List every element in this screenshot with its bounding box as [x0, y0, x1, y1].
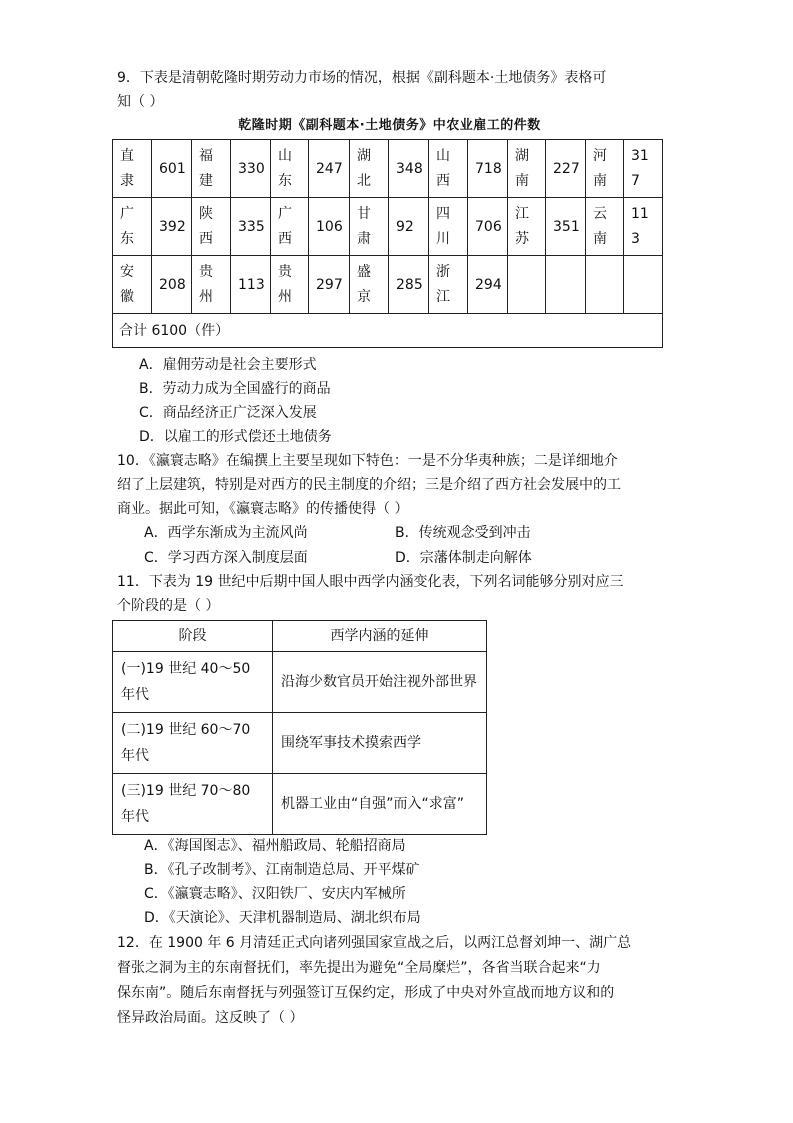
table-row	[113, 713, 487, 774]
q11-stem	[117, 570, 677, 618]
q10-option-b[interactable]: B．传统观念受到冲击	[395, 525, 531, 541]
q11-xixue-table	[112, 620, 487, 835]
q11-header-content: 西学内涵的延伸	[273, 621, 487, 652]
count-cell: 297	[309, 256, 350, 314]
province-cell: 陕西	[192, 198, 231, 256]
count-cell: 247	[309, 140, 350, 198]
q12-stem-line4: 怪异政治局面。这反映了（ ）	[117, 1010, 304, 1026]
table-row	[113, 774, 487, 835]
q11-stage-cell: (一)19 世纪 40～50 年代	[113, 652, 273, 713]
count-cell: 718	[468, 140, 508, 198]
table-row	[113, 256, 663, 314]
q10-option-a[interactable]: A．西学东渐成为主流风尚	[144, 525, 308, 541]
province-cell: 甘肃	[350, 198, 389, 256]
province-cell: 贵州	[192, 256, 231, 314]
count-cell: 317	[624, 140, 663, 198]
province-cell: 广西	[271, 198, 309, 256]
q11-option-a[interactable]: A．《海国图志》、福州船政局、轮船招商局	[144, 838, 406, 854]
q10-stem-line3: 商业。据此可知，《瀛寰志略》的传播使得（ ）	[117, 501, 409, 517]
province-cell: 湖南	[508, 140, 546, 198]
province-cell: 山西	[429, 140, 468, 198]
q10-stem	[117, 449, 677, 521]
count-cell: 113	[624, 198, 663, 256]
count-cell: 392	[152, 198, 192, 256]
table-row	[113, 198, 663, 256]
q11-option-c[interactable]: C．《瀛寰志略》、汉阳铁厂、安庆内军械所	[144, 886, 406, 902]
count-cell: 348	[389, 140, 429, 198]
q10-stem-line1: 10．《瀛寰志略》在编撰上主要呈现如下特色：一是不分华夷种族；二是详细地介	[117, 453, 618, 469]
count-cell: 335	[231, 198, 271, 256]
q11-stage-cell: (三)19 世纪 70～80 年代	[113, 774, 273, 835]
table-row	[113, 652, 487, 713]
q12-stem-line3: 保东南”。随后东南督抚与列强签订互保约定，形成了中央对外宣战而地方议和的	[117, 985, 615, 1001]
q9-option-a[interactable]: A．雇佣劳动是社会主要形式	[139, 357, 317, 373]
count-cell: 92	[389, 198, 429, 256]
count-cell: 294	[468, 256, 508, 314]
q11-stage-cell: (二)19 世纪 60～70 年代	[113, 713, 273, 774]
q10-option-d[interactable]: D．宗藩体制走向解体	[395, 550, 532, 566]
province-cell: 贵州	[271, 256, 309, 314]
q9-stem-line1: 9．下表是清朝乾隆时期劳动力市场的情况，根据《副科题本·土地债务》表格可	[117, 70, 607, 86]
q9-stem	[117, 66, 677, 114]
q10-stem-line2: 绍了上层建筑，特别是对西方的民主制度的介绍；三是介绍了西方社会发展中的工	[117, 477, 621, 493]
count-cell: 285	[389, 256, 429, 314]
q12-stem	[117, 931, 677, 1031]
q9-table-caption: 乾隆时期《副科题本·土地债务》中农业雇工的件数	[238, 118, 541, 133]
q11-option-d[interactable]: D．《天演论》、天津机器制造局、湖北织布局	[144, 910, 421, 926]
q10-option-c[interactable]: C．学习西方深入制度层面	[144, 550, 308, 566]
count-cell: 351	[546, 198, 586, 256]
count-cell: 706	[468, 198, 508, 256]
count-cell	[546, 256, 586, 314]
province-cell: 山东	[271, 140, 309, 198]
count-cell: 113	[231, 256, 271, 314]
province-cell: 福建	[192, 140, 231, 198]
province-cell: 云南	[586, 198, 624, 256]
province-cell: 安徽	[113, 256, 152, 314]
q9-stem-line2: 知（ ）	[117, 94, 164, 110]
province-cell: 盛京	[350, 256, 389, 314]
province-cell: 广东	[113, 198, 152, 256]
province-cell: 四川	[429, 198, 468, 256]
count-cell: 227	[546, 140, 586, 198]
q11-header-stage: 阶段	[113, 621, 273, 652]
q11-stem-line2: 个阶段的是（ ）	[117, 598, 220, 614]
count-cell: 601	[152, 140, 192, 198]
province-cell: 浙江	[429, 256, 468, 314]
q12-stem-line2: 督张之洞为主的东南督抚们，率先提出为避免“全局糜烂”，各省当联合起来“力	[117, 960, 601, 976]
q9-option-d[interactable]: D．以雇工的形式偿还土地债务	[139, 429, 332, 445]
province-cell: 江苏	[508, 198, 546, 256]
province-cell: 湖北	[350, 140, 389, 198]
q11-content-cell: 机器工业由“自强”而入“求富”	[273, 774, 487, 835]
province-cell	[508, 256, 546, 314]
q9-option-b[interactable]: B．劳动力成为全国盛行的商品	[139, 381, 331, 397]
q9-total-cell: 合计 6100（件）	[113, 314, 663, 348]
count-cell	[624, 256, 663, 314]
province-cell: 河南	[586, 140, 624, 198]
province-cell	[586, 256, 624, 314]
table-row	[113, 140, 663, 198]
q11-content-cell: 沿海少数官员开始注视外部世界	[273, 652, 487, 713]
q11-option-b[interactable]: B．《孔子改制考》、江南制造总局、开平煤矿	[144, 862, 420, 878]
count-cell: 106	[309, 198, 350, 256]
q9-hire-table	[112, 139, 663, 348]
q9-option-c[interactable]: C．商品经济正广泛深入发展	[139, 405, 317, 421]
q12-stem-line1: 12．在 1900 年 6 月清廷正式向诸列强国家宣战之后，以两江总督刘坤一、湖广总	[117, 935, 632, 951]
province-cell: 直隶	[113, 140, 152, 198]
q11-content-cell: 围绕军事技术摸索西学	[273, 713, 487, 774]
q11-table-header-row	[113, 621, 487, 652]
count-cell: 208	[152, 256, 192, 314]
count-cell: 330	[231, 140, 271, 198]
q11-stem-line1: 11．下表为 19 世纪中后期中国人眼中西学内涵变化表，下列名词能够分别对应三	[117, 574, 624, 590]
